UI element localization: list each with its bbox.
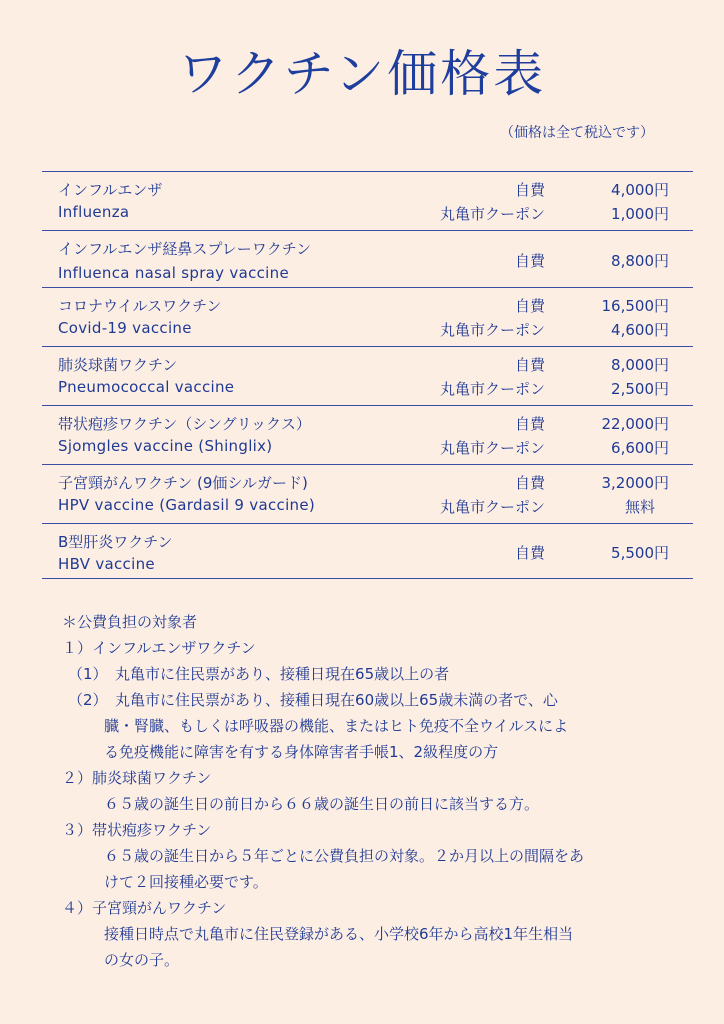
price-tier-label: 丸亀市クーポン <box>439 498 545 516</box>
notes-body-line: ６５歳の誕生日の前日から６６歳の誕生日の前日に該当する方。 <box>104 795 540 813</box>
vaccine-name-en: HBV vaccine <box>58 555 155 573</box>
price-value: 3,2000円 <box>601 474 669 492</box>
vaccine-name-en: Influenza <box>58 203 130 221</box>
price-tier-label: 自費 <box>514 297 545 315</box>
table-row <box>42 347 693 406</box>
vaccine-name-ja: インフルエンザ経鼻スプレーワクチン <box>58 240 312 258</box>
notes-section-title: １）インフルエンザワクチン <box>62 639 256 657</box>
notes-item-line: る免疫機能に障害を有する身体障害者手帳1、2級程度の方 <box>104 743 499 761</box>
notes-body-line: 接種日時点で丸亀市に住民登録がある、小学校6年から高校1年生相当 <box>104 925 574 943</box>
table-row <box>42 524 693 579</box>
notes-sections <box>62 635 682 973</box>
price-tier-label: 丸亀市クーポン <box>439 380 545 398</box>
tax-note: （価格は全て税込です） <box>500 125 654 141</box>
table-row <box>42 231 693 288</box>
notes-heading: ＊公費負担の対象者 <box>62 613 198 631</box>
price-tier-label: 丸亀市クーポン <box>439 321 545 339</box>
table-row <box>42 465 693 524</box>
vaccine-name-ja: インフルエンザ <box>58 181 163 199</box>
table-row <box>42 406 693 465</box>
notes-item-line: （1） 丸亀市に住民票があり、接種日現在65歳以上の者 <box>68 665 450 683</box>
price-tier-label: 丸亀市クーポン <box>439 205 545 223</box>
vaccine-name-ja: コロナウイルスワクチン <box>58 297 222 315</box>
vaccine-name-en: Covid-19 vaccine <box>58 319 192 337</box>
vaccine-name-ja: B型肝炎ワクチン <box>58 533 173 551</box>
vaccine-name-en: Influenca nasal spray vaccine <box>58 264 289 282</box>
vaccine-name-ja: 肺炎球菌ワクチン <box>58 356 178 374</box>
price-value: 22,000円 <box>601 415 669 433</box>
notes-body-line: けて２回接種必要です。 <box>104 873 268 891</box>
notes-item-line: （2） 丸亀市に住民票があり、接種日現在60歳以上65歳未満の者で、心 <box>68 691 558 709</box>
vaccine-name-ja: 帯状疱疹ワクチン（シングリックス） <box>58 415 311 433</box>
price-value: 4,600円 <box>611 321 669 339</box>
notes-section-title: ２）肺炎球菌ワクチン <box>62 769 212 787</box>
price-value: 2,500円 <box>611 380 669 398</box>
vaccine-name-ja: 子宮頸がんワクチン (9価シルガード) <box>58 474 308 492</box>
price-tier-label: 自費 <box>514 474 545 492</box>
price-value: 無料 <box>624 498 655 516</box>
vaccine-name-en: HPV vaccine (Gardasil 9 vaccine) <box>58 496 316 514</box>
price-tier-label: 自費 <box>514 356 545 374</box>
price-tier-label: 自費 <box>514 252 545 270</box>
price-value: 1,000円 <box>611 205 669 223</box>
notes-section-title: ４）子宮頸がんワクチン <box>62 899 227 917</box>
notes-item-line: 臓・腎臓、もしくは呼吸器の機能、またはヒト免疫不全ウイルスによ <box>104 717 569 735</box>
price-value: 8,800円 <box>611 252 669 270</box>
vaccine-name-en: Pneumococcal vaccine <box>58 378 235 396</box>
vaccine-name-en: Sjomgles vaccine (Shinglix) <box>58 437 273 455</box>
notes-body-line: の女の子。 <box>104 951 180 969</box>
notes-section-title: ３）帯状疱疹ワクチン <box>62 821 212 839</box>
price-value: 6,600円 <box>611 439 669 457</box>
price-tier-label: 丸亀市クーポン <box>439 439 545 457</box>
notes-body-line: ６５歳の誕生日から５年ごとに公費負担の対象。２か月以上の間隔をあ <box>104 847 585 865</box>
price-value: 8,000円 <box>611 356 669 374</box>
subsidy-notes <box>62 609 682 973</box>
table-row <box>42 288 693 347</box>
price-tier-label: 自費 <box>514 181 545 199</box>
price-tier-label: 自費 <box>514 544 545 562</box>
price-value: 5,500円 <box>611 544 669 562</box>
price-tier-label: 自費 <box>514 415 545 433</box>
price-value: 16,500円 <box>601 297 669 315</box>
price-value: 4,000円 <box>611 181 669 199</box>
page-title: ワクチン価格表 <box>177 45 547 103</box>
table-row <box>42 172 693 231</box>
price-table <box>42 171 693 579</box>
